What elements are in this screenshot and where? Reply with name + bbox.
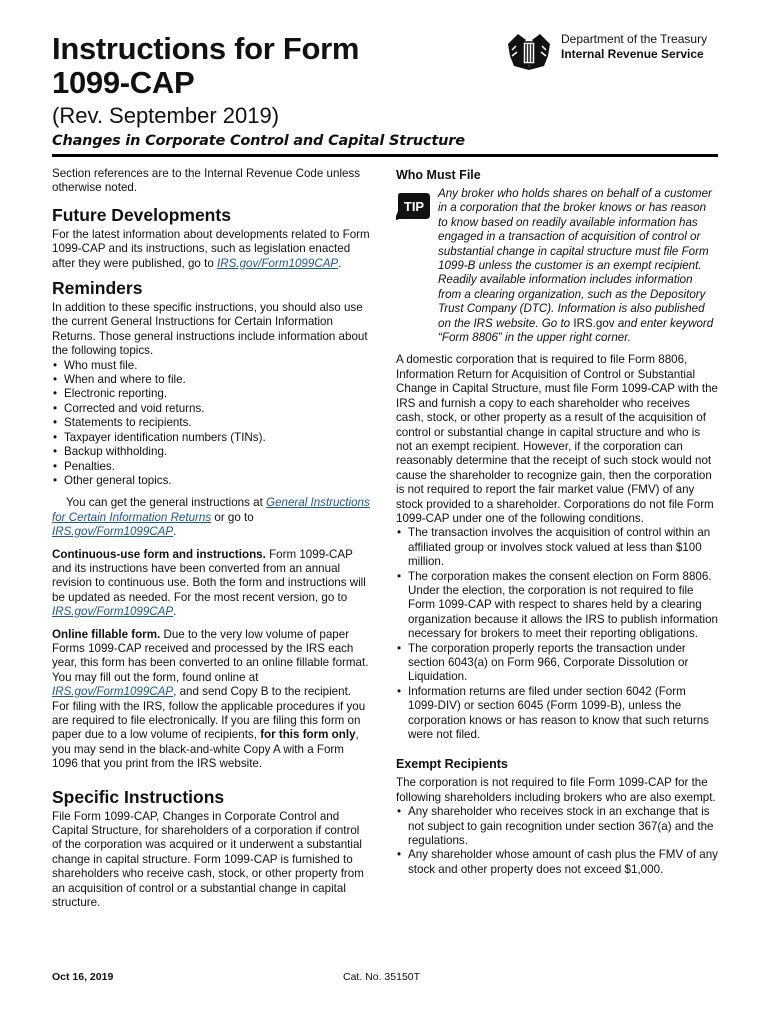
fillable-form-link[interactable]: IRS.gov/Form1099CAP [52,685,174,699]
tip-icon [396,191,432,221]
list-item: • The corporation makes the consent election on Form 8806. Under the election, the corporation is not required to file Form 1099-CAP with respect to shares held by a clearing organization because it allows the IRS to publish information necessary for brokers to meet their reporting obligations. [396,570,718,642]
exempt-list [396,805,718,877]
dept-irs: Internal Revenue Service [561,47,704,61]
revision-date: (Rev. September 2019) [52,103,280,128]
tip-label: TIP [403,199,425,214]
subtitle: Changes in Corporate Control and Capital Structure [52,133,465,149]
agency-name [561,32,707,62]
list-item: • Corrected and void returns. [52,402,370,416]
list-item: • The corporation properly reports the transaction under section 6043(a) on Form 966, Corporate Dissolution or Liquidation. [396,642,718,685]
list-item: • Penalties. [52,460,370,474]
tip-box [396,187,718,345]
fillable-form-paragraph [52,628,370,772]
list-item: • Any shareholder who receives stock in an exchange that is not subject to gain recognition under section 367(a) and the regulations. [396,805,718,848]
continuous-use-label: Continuous-use form and instructions. [52,547,266,561]
left-column [52,167,370,910]
reminders-heading: Reminders [52,278,143,299]
footer-date: Oct 16, 2019 [52,971,114,983]
list-item: • Statements to recipients. [52,416,370,430]
list-item: • Taxpayer identification numbers (TINs). [52,431,370,445]
future-text: For the latest information about developments related to Form 1099-CAP and its instructions, such as legislation enacted after they were published, go to [52,227,370,270]
fillable-text-1: Due to the very low volume of paper Forms 1099-CAP received and processed by the IRS each year, this form has been converted to an online fillable format. You may fill out the form, found online at [52,627,369,684]
future-developments-heading: Future Developments [52,204,231,225]
tip-text-1: Any broker who holds shares on behalf of a customer in a corporation that the broker knows or has reason to know based on readily available information has engaged in a transaction of acquisition of control or substantial change in capital structure must file Form 1099-B unless the customer is an exempt recipient. Readily available information includes information from a clearing organization, such as the Depository Trust Company (DTC). Information is also published on the IRS website. Go to [438,187,712,330]
general-instructions-text: You can get the general instructions at General Instructions for Certain Information Returns or go to IRS.gov/Form1099CAP. [52,496,370,539]
general-mid: or go to [214,510,254,524]
future-link[interactable]: IRS.gov/Form1099CAP [217,256,339,270]
catalog-number: Cat. No. 35150T [343,971,421,983]
specific-instructions-text: File Form 1099-CAP, Changes in Corporate Control and Capital Structure, for shareholders of a corporation if control of the corporation was acquired or it underwent a substantial change in capital structure. Form 1099-CAP is furnished to shareholders who receive cash, stock, or other property from an acquisition of control or a substantial change in capital structure. [52,809,364,910]
form-1099cap-link[interactable]: IRS.gov/Form1099CAP [52,525,174,539]
header-divider [52,154,718,157]
list-item: • Information returns are filed under section 6042 (Form 1099-DIV) or section 6045 (Form 1099-B), unless the corporation knows or has reason to know that such returns were not filed. [396,685,718,743]
continuous-use-paragraph: Continuous-use form and instructions. Form 1099-CAP and its instructions have been converted from an annual revision to continuous use. Both the form and instructions will be updated as needed. For the most recent version, go to IRS.gov/Form1099CAP. [52,547,366,619]
domestic-corporation-text: A domestic corporation that is required to file Form 8806, Information Return for Acquisition of Control or Substantial Change in Capital Structure, must file Form 1099-CAP with the IRS and furnish a copy to each shareholder who receives cash, stock, or other property as a result of the acquisition of control or substantial change in capital structure and who is not an exempt recipient. However, if the corporation can reasonably determine that the receipt of such stock would not cause the shareholder to recognize gain, then the corporation is not required to report the fair market value (FMV) of any stock provided to a shareholder. Corporations do not file Form 1099-CAP under one of the following conditions. [396,353,718,525]
list-item: • Backup withholding. [52,445,370,459]
fillable-text-3: , you may send in the black-and-white Copy A with a Form 1096 that you print from the IRS website. [52,728,359,771]
general-pre: You can get the general instructions at [66,496,263,510]
tip-text [438,187,718,345]
list-item: • Other general topics. [52,474,370,488]
title-line-2: 1099-CAP [52,65,195,100]
specific-instructions-heading: Specific Instructions [52,786,225,807]
intro-text: Section references are to the Internal Revenue Code unless otherwise noted. [52,167,361,195]
continuous-use-text: Form 1099-CAP and its instructions have been converted from an annual revision to continuous use. Both the form and instructions will be updated as needed. For the most recent version, go to [52,547,366,604]
irs-eagle-logo-icon [504,30,554,72]
who-must-file-heading: Who Must File [396,168,481,182]
fillable-text-2: , and send Copy B to the recipient. For filing with the IRS, follow the applicable procedures if you are required to file electronically. If you are filing this form on paper due to a low volume of recipients, [52,685,366,742]
list-item: • Who must file. [52,359,370,373]
continuous-use-link[interactable]: IRS.gov/Form1099CAP [52,605,174,619]
exempt-recipients-heading: Exempt Recipients [396,757,508,772]
exempt-recipients-text: The corporation is not required to file Form 1099-CAP for the following shareholders including brokers who are also exempt. [396,776,716,804]
list-item: • The transaction involves the acquisition of control within an affiliated group or involves stock valued at less than $100 million. [396,526,718,569]
future-developments-text: For the latest information about developments related to Form 1099-CAP and its instructions, such as legislation enacted after they were published, go to IRS.gov/Form1099CAP. [52,227,370,270]
dept-treasury: Department of the Treasury [561,32,708,46]
page-title [52,32,472,100]
list-item: • Any shareholder whose amount of cash plus the FMV of any stock and other property does not exceed $1,000. [396,848,718,877]
tip-text-2: and enter keyword “Form 8806” in the upper right corner. [438,316,714,345]
conditions-list [396,526,718,742]
list-item: • When and where to file. [52,373,370,387]
title-line-1: Instructions for Form [52,31,360,66]
fillable-form-label: Online fillable form. [52,627,161,641]
reminders-text: In addition to these specific instructions, you should also use the current General Instructions for Certain Information Returns. Those general instructions include information about the following topics. [52,301,368,358]
tip-site: IRS.gov [573,316,615,330]
right-column [396,167,718,877]
list-item: • Electronic reporting. [52,387,370,401]
general-instructions-link[interactable]: General Instructions for Certain Information Returns [52,496,370,524]
reminders-list [52,359,370,489]
fillable-bold: for this form only [260,728,356,742]
